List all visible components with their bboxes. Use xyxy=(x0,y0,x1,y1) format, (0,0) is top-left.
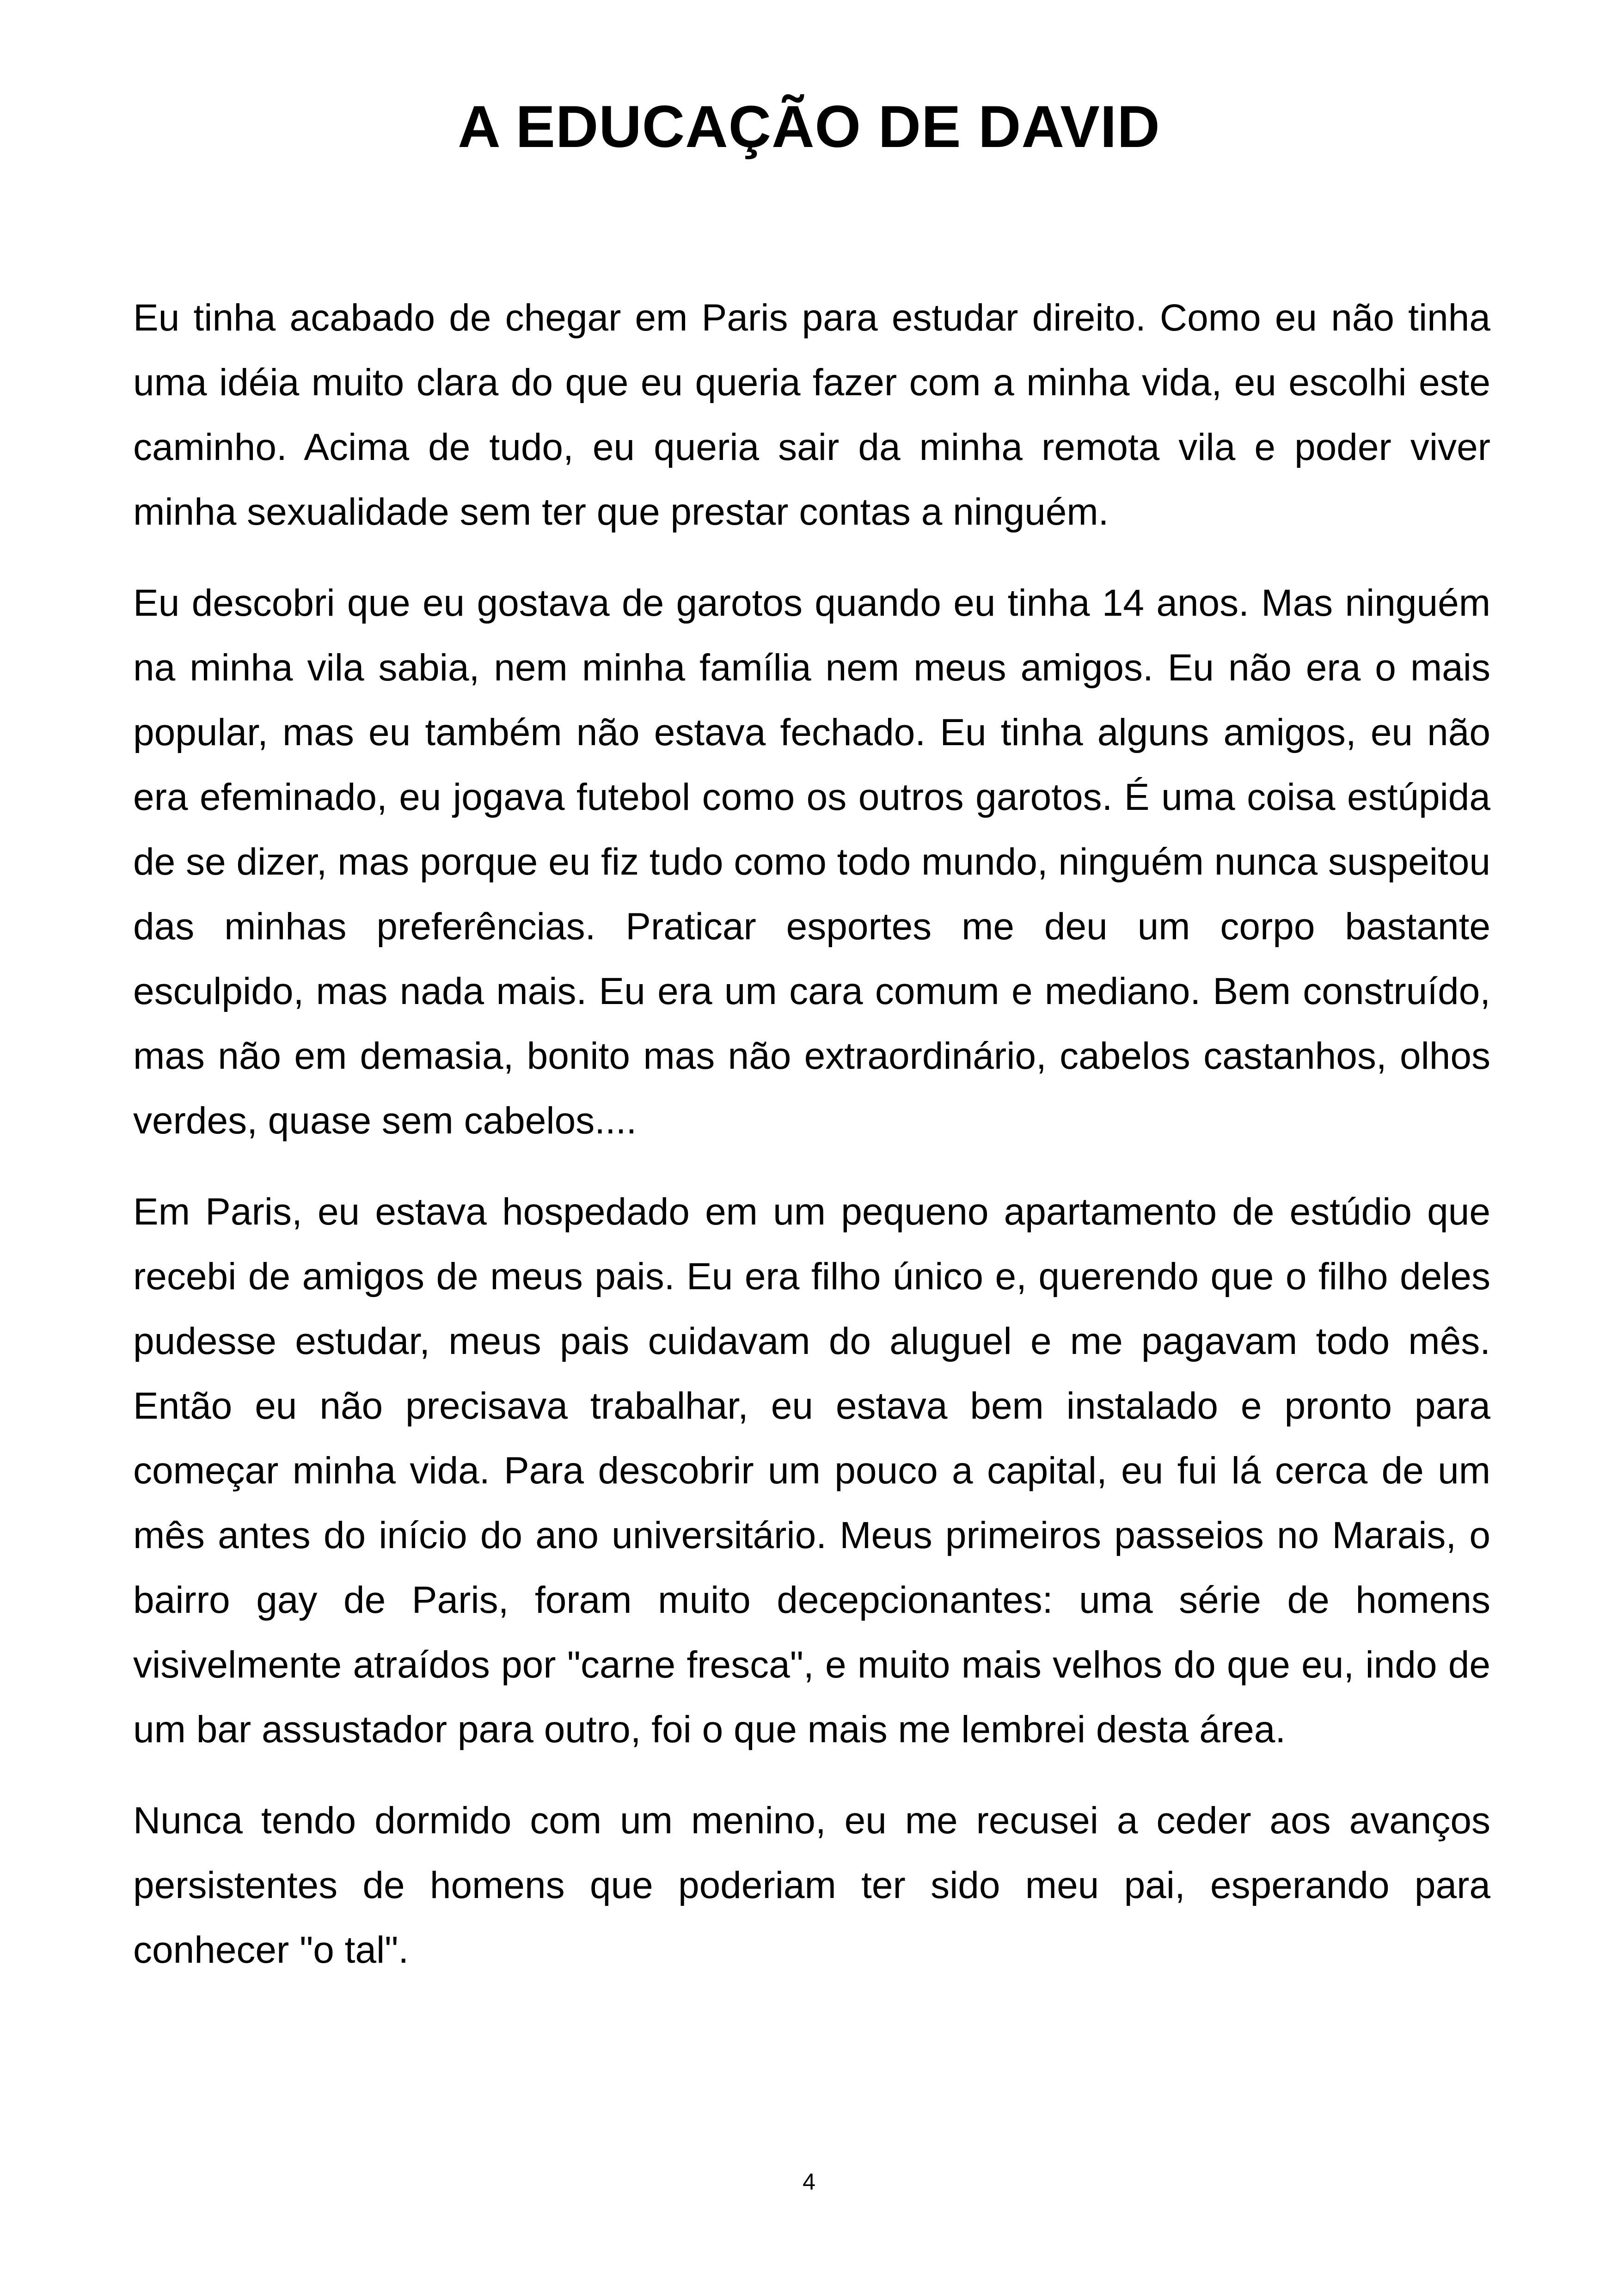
page-number: 4 xyxy=(803,2169,815,2195)
page-title: A EDUCAÇÃO DE DAVID xyxy=(458,94,1160,160)
paragraph: Nunca tendo dormido com um menino, eu me recusei a ceder aos avanços persistentes de homens que poderiam ter sido meu pai, esperando para conhecer "o tal". xyxy=(133,1800,1490,1971)
paragraph: Eu tinha acabado de chegar em Paris para estudar direito. Como eu não tinha uma idéia muito clara do que eu queria fazer com a minha vida, eu escolhi este caminho. Acima de tudo, eu queria sair da minha remota vila e poder viver minha sexualidade sem ter que prestar contas a ninguém. xyxy=(133,297,1490,533)
paragraph: Em Paris, eu estava hospedado em um pequeno apartamento de estúdio que recebi de amigos de meus pais. Eu era filho único e, querendo que o filho deles pudesse estudar, meus pais cuidavam do aluguel e me pagavam todo mês. Então eu não precisava trabalhar, eu estava bem instalado e pronto para começar minha vida. Para descobrir um pouco a capital, eu fui lá cerca de um mês antes do início do ano universitário. Meus primeiros passeios no Marais, o bairro gay de Paris, foram muito decepcionantes: uma série de homens visivelmente atraídos por "carne fresca", e muito mais velhos do que eu, indo de um bar assustador para outro, foi o que mais me lembrei desta área. xyxy=(133,1191,1490,1751)
paragraph: Eu descobri que eu gostava de garotos quando eu tinha 14 anos. Mas ninguém na minha vila sabia, nem minha família nem meus amigos. Eu não era o mais popular, mas eu também não estava fechado. Eu tinha alguns amigos, eu não era efeminado, eu jogava futebol como os outros garotos. É uma coisa estúpida de se dizer, mas porque eu fiz tudo como todo mundo, ninguém nunca suspeitou das minhas preferências. Praticar esportes me deu um corpo bastante esculpido, mas nada mais. Eu era um cara comum e mediano. Bem construído, mas não em demasia, bonito mas não extraordinário, cabelos castanhos, olhos verdes, quase sem cabelos.... xyxy=(133,582,1490,1142)
body-text xyxy=(133,286,1490,2009)
